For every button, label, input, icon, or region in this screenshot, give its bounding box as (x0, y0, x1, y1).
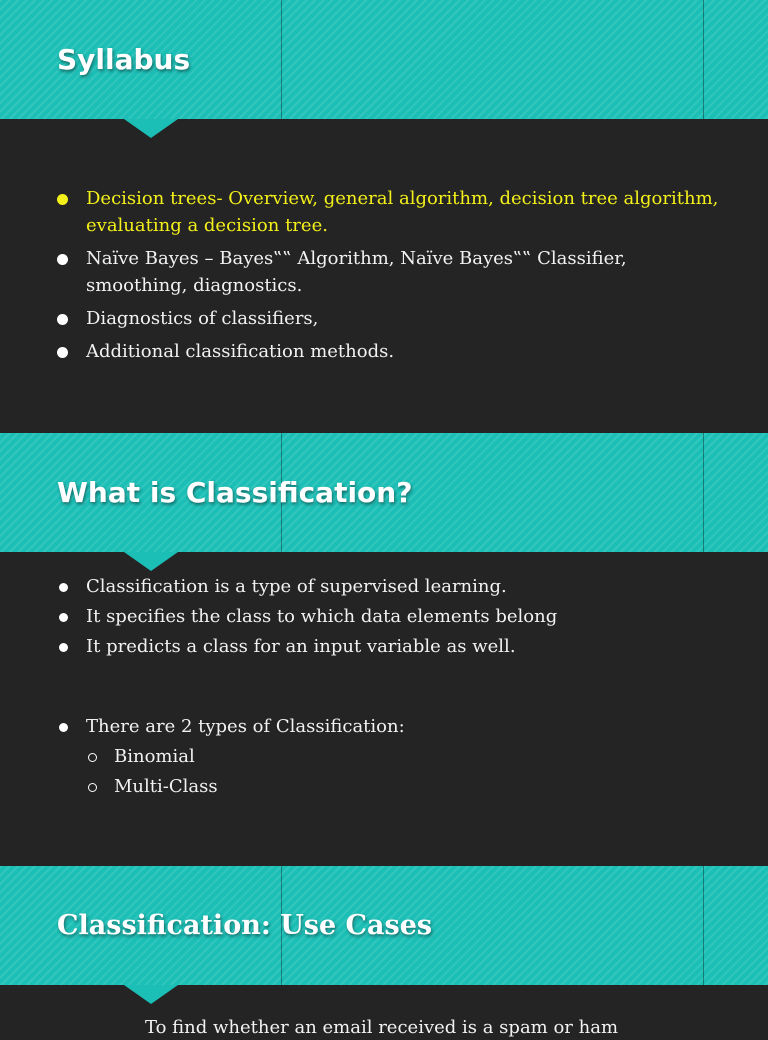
header-divider (281, 0, 282, 119)
bullet-icon (59, 583, 68, 592)
hollow-bullet-icon (88, 783, 97, 792)
bullet-icon (59, 613, 68, 622)
bullet-icon (57, 194, 68, 205)
list-item: Diagnostics of classifiers, (0, 305, 768, 332)
partial-body-text: To find whether an email received is a spam or ham (145, 1017, 619, 1038)
list-item: Decision trees- Overview, general algorithm, decision tree algorithm, evaluating a decision tree. (0, 185, 768, 239)
bullet-icon (59, 643, 68, 652)
slide-header (0, 0, 768, 119)
bullet-icon (57, 347, 68, 358)
header-notch (124, 552, 178, 571)
header-divider (703, 0, 704, 119)
slide-title: Classification: Use Cases (57, 910, 433, 941)
list-item: There are 2 types of Classification: (0, 712, 768, 742)
list-item: Naïve Bayes – Bayes‟‟ Algorithm, Naïve Bayes‟‟ Classifier, smoothing, diagnostics. (0, 245, 768, 299)
bullet-icon (57, 254, 68, 265)
header-divider (703, 866, 704, 985)
sub-bullet-list (0, 742, 768, 802)
bullet-icon (57, 314, 68, 325)
slide-title: Syllabus (57, 43, 191, 76)
header-notch (124, 985, 178, 1004)
list-item: Additional classification methods. (0, 338, 768, 365)
header-notch (124, 119, 178, 138)
slide-body (0, 119, 768, 433)
bullet-list (0, 712, 768, 742)
slide-title: What is Classification? (57, 476, 413, 509)
hollow-bullet-icon (88, 753, 97, 762)
list-item: It specifies the class to which data elements belong (0, 602, 768, 632)
header-divider (703, 433, 704, 552)
list-item: It predicts a class for an input variable as well. (0, 632, 768, 662)
slide-body (0, 552, 768, 866)
list-item: Classification is a type of supervised learning. (0, 572, 768, 602)
slide-syllabus (0, 0, 768, 433)
slide-what-is-classification (0, 433, 768, 866)
bullet-list (0, 185, 768, 365)
bullet-icon (59, 723, 68, 732)
sub-list-item: Binomial (0, 742, 768, 772)
slide-header (0, 866, 768, 985)
bullet-list (0, 572, 768, 662)
slide-header (0, 433, 768, 552)
slide-use-cases (0, 866, 768, 1024)
sub-list-item: Multi-Class (0, 772, 768, 802)
